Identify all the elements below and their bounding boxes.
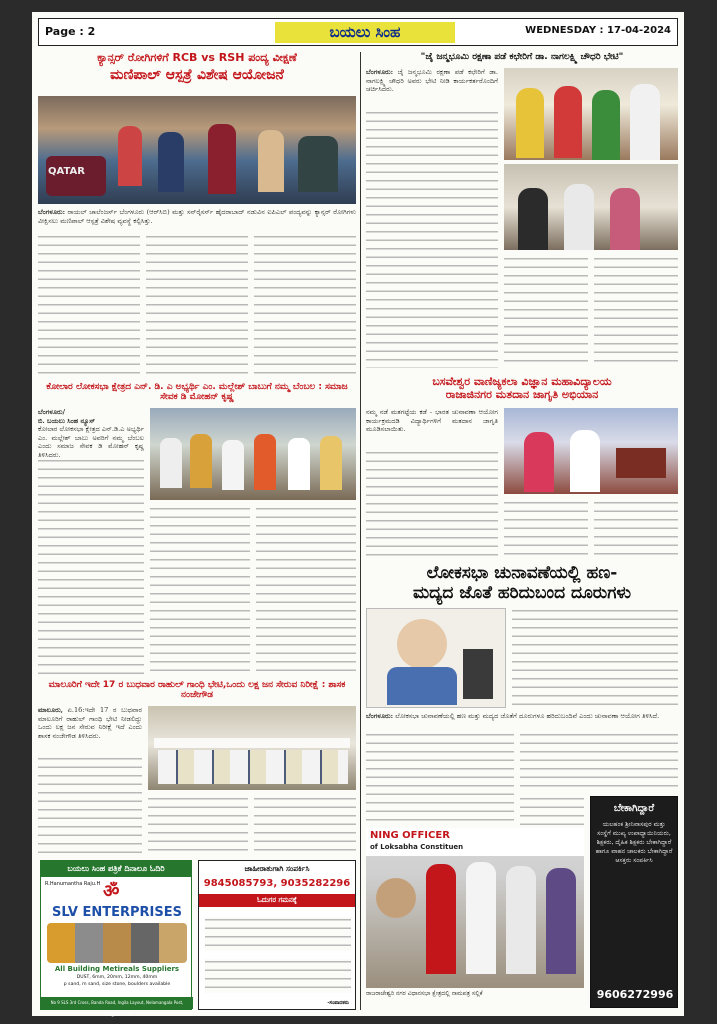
masthead <box>38 18 678 46</box>
article-body <box>38 408 144 459</box>
article-text-columns <box>594 500 678 558</box>
article-text-columns <box>38 234 140 374</box>
article-body <box>366 68 498 94</box>
photo-caption: ರಾಜರಾಜೇಶ್ವರಿ ನಗರ ವಿಧಾನಸಭಾ ಕ್ಷೇತ್ರದಲ್ಲಿ ನಾಮಪತ್ರ ಸಲ್ಲಿಕೆ <box>366 990 483 997</box>
body-text: ಏ.16:ಇದೇ 17 ರ ಬುಧವಾರ ಮಾಲೂರಿಗೆ ರಾಹುಲ್ ಗಾಂಧಿ ಭೇಟಿ ನೀಡಲಿದ್ದು ಒಂದು ಲಕ್ಷ ಜನ ಸೇರುವ ನಿರೀಕ್ಷೆ ಇದೆ ಎಂದು ಶಾಸಕ ನಂಜೇಗೌಡ ತಿಳಿಸಿದರು. <box>38 706 142 740</box>
article-body: ನಮ್ಮ ನಡೆ ಮತಗಟ್ಟೆಯ ಕಡೆ - ಭಾರತ ಚುನಾವಣಾ ಆಯೋಗ ಕಾರ್ಯಕ್ರಮದಡಿ ವಿದ್ಯಾರ್ಥಿಗಳಿಗೆ ಮತದಾನ ಜಾಗೃತಿ ಮೂಡಿಸಲಾಯಿತು. <box>366 408 498 433</box>
dateline: ಮಾಲೂರು, <box>38 706 63 714</box>
dateline: ಬೆಂಗಳೂರು/ <box>38 408 66 416</box>
visit-photo-1 <box>504 68 678 160</box>
construction-graphic <box>47 923 187 963</box>
article-text-columns <box>254 796 356 854</box>
notice-footer: -ಸಂಪಾದಕರು <box>327 1000 349 1006</box>
notice-text <box>205 959 351 993</box>
campaign-photo <box>504 408 678 494</box>
headline: ಮದ್ಯದ ಜೊತೆ ಹರಿದುಬಂದ ದೂರುಗಳು <box>412 582 632 603</box>
headline: ರಾಜಾಜಿನಗರ ಮತದಾನ ಜಾಗೃತಿ ಅಭಿಯಾನ <box>445 387 599 401</box>
article-text-columns <box>366 306 498 368</box>
dateline: ಬೆಂಗಳೂರು: <box>38 208 66 216</box>
article-text-columns <box>38 756 142 854</box>
ad-label: ಜಾಹೀರಾತುಗಾಗಿ ಸಂಪರ್ಕಿಸಿ <box>244 864 310 873</box>
article-text-columns <box>366 732 514 824</box>
notice-title: ಓದುಗರ ಗಮನಕ್ಕೆ <box>199 894 355 907</box>
article-body <box>38 706 142 740</box>
body-text: ಜೈ ಜನ್ಮಭೂಮಿ ರಕ್ಷಣಾ ಪಡೆ ಕಛೇರಿಗೆ ಡಾ. ನಾಗಲಕ್ಷ್ಮಿ ಚೌಧರಿ ಅವರು ಭೇಟಿ ನೀಡಿ ಕಾರ್ಯಕರ್ತರೊಂದಿಗೆ ಚರ್ಚಿಸಿದರು. <box>366 68 498 93</box>
article-text-columns <box>594 256 678 368</box>
newspaper-title: ಬಯಲು ಸಿಂಹ <box>275 22 455 43</box>
om-symbol: ॐ <box>103 881 120 902</box>
photo-banner-text: NING OFFICER <box>370 830 450 841</box>
body-text: ಕೋಲಾರ ಲೋಕಸಭಾ ಕ್ಷೇತ್ರದ ಎನ್.ಡಿ.ಎ ಅಭ್ಯರ್ಥಿ ಎಂ. ಮಲ್ಲೇಶ್ ಬಾಬು ಅವರಿಗೆ ನಮ್ಮ ಬೆಂಬಲ ಎಂದು ಸಮಾಜ ಸೇವಕ ಡಿ ಮೋಹನ್ ಕೃಷ್ಣ ತಿಳಿಸಿದರು. <box>38 425 144 459</box>
article-text-columns <box>504 500 588 558</box>
notice-text <box>205 917 351 951</box>
headline: ಮಣಿಪಾಲ್ ಆಸ್ಪತ್ರೆ ವಿಶೇಷ ಆಯೋಜನೆ <box>110 66 284 83</box>
story-basaveshwara <box>366 376 678 562</box>
article-text-columns <box>38 458 144 678</box>
article-text-columns <box>520 732 678 792</box>
press-meet-photo <box>148 706 356 790</box>
article-body <box>366 712 678 721</box>
photo-banner-text: of Loksabha Constituen <box>370 843 464 851</box>
ad-tagline: All Building Metireals Suppliers <box>54 965 180 973</box>
visit-photo-2 <box>504 164 678 250</box>
story-janmabhoomi <box>366 52 678 372</box>
article-text-columns <box>148 796 248 854</box>
story-manipal <box>38 52 356 380</box>
dateline: ಬೆಂಗಳೂರು: <box>366 68 394 76</box>
headline: ಕೋಲಾರ ಲೋಕಸಭಾ ಕ್ಷೇತ್ರದ ಎನ್. ಡಿ. ಎ ಅಭ್ಯರ್ಥಿ ಎಂ. ಮಲ್ಲೇಶ್ ಬಾಬುಗೆ ನಮ್ಮ ಬೆಂಬಲ : ಸಮಾಜ ಸೇವಕ ಡಿ ಮೋಹನ್ ಕೃಷ್ಣ <box>46 382 348 403</box>
ad-small-text: p sand, m sand, size stone, boulders available <box>63 982 171 987</box>
column-divider <box>360 52 361 1010</box>
article-text-columns <box>504 256 588 368</box>
wanted-phone: 9606272996 <box>596 988 674 1001</box>
headline: ಕ್ಯಾನ್ಸರ್ ರೋಗಿಗಳಿಗೆ RCB vs RSH ಪಂದ್ಯ ವೀಕ್ಷಣೆ <box>97 51 297 64</box>
ad-contact <box>198 860 356 1010</box>
photo-banner-text: QATAR <box>48 166 85 177</box>
headline: ಲೋಕಸಭಾ ಚುನಾವಣೆಯಲ್ಲಿ ಹಣ- <box>426 563 618 583</box>
story-loksabha <box>366 564 678 1010</box>
wanted-body: ಯಲಹಂಕ ಶ್ರೀನಿವಾಸಪುರ ಮತ್ತು ಸಂಸ್ಥೆಗೆ ಮುಖ್ಯ ಉಪಾಧ್ಯಾಯಿನಿಯರು, ಶಿಕ್ಷಕರು, ದೈಹಿಕ ಶಿಕ್ಷಕರು ಬೇಕಾಗಿದ್ದಾರೆ ಹಾಗೂ ವಾಹನ ಚಾಲಕರು ಬೇಕಾಗಿದ್ದಾರೆ ಆಸಕ್ತರು ಸಂಪರ್ಕಿಸಿ <box>595 821 673 864</box>
cartoon-graphic <box>366 608 506 708</box>
ad-banner: ಬಯಲು ಸಿಂಹ ಪತ್ರಿಕೆ ದಿನಾಲೂ ಓದಿರಿ <box>41 861 191 877</box>
body-text: ರಾಯಲ್ ಚಾಲೆಂಜರ್ಸ್ ಬೆಂಗಳೂರು (ಆರ್‌ಸಿಬಿ) ಮತ್ತು ಸನ್‌ರೈಸರ್ಸ್ ಹೈದರಾಬಾದ್ ನಡುವಿನ ಐಪಿಎಲ್ ಪಂದ್ಯವನ್ನು ಕ್ಯಾನ್ಸರ್ ರೋಗಿಗಳು ವೀಕ್ಷಿಸಲು ಮಣಿಪಾಲ್ ಆಸ್ಪತ್ರೆ ವಿಶೇಷ ವ್ಯವಸ್ಥೆ ಕಲ್ಪಿಸಿತ್ತು. <box>38 208 356 225</box>
ad-small-text: DUST, 6mm, 20mm, 12mm, 40mm <box>76 975 158 980</box>
brand-name: SLV ENTERPRISES <box>52 905 182 920</box>
article-text-columns <box>146 234 248 374</box>
nomination-photo <box>366 828 584 988</box>
story-kolar <box>38 382 356 682</box>
ad-wanted <box>590 796 678 1008</box>
article-body <box>38 208 356 225</box>
headline: ಬಸವೇಶ್ವರ ವಾಣಿಜ್ಯಕಲಾ ವಿಜ್ಞಾನ ಮಹಾವಿದ್ಯಾಲಯ <box>432 375 612 388</box>
newspaper-page <box>32 12 684 1016</box>
story-malur <box>38 680 356 858</box>
ad-phone: 9845085793, 9035282296 <box>203 878 351 889</box>
dateline: ಬೆಂಗಳೂರು: <box>366 712 394 720</box>
wanted-title: ಬೇಕಾಗಿದ್ದಾರೆ <box>613 803 655 814</box>
meeting-photo <box>150 408 356 500</box>
article-text-columns <box>256 506 356 678</box>
page-number: Page : 2 <box>45 25 96 38</box>
article-text-columns <box>366 450 498 558</box>
body-text: ಲೋಕಸಭಾ ಚುನಾವಣೆಯಲ್ಲಿ ಹಣ ಮತ್ತು ಮದ್ಯದ ಜೊತೆಗೆ ದೂರುಗಳೂ ಹರಿದುಬಂದಿವೆ ಎಂದು ಚುನಾವಣಾ ಆಯೋಗ ತಿಳಿಸಿದೆ. <box>395 712 660 720</box>
contact-label: R.Hanumantha Raju.H <box>45 881 101 887</box>
ad-slv-enterprises <box>40 860 192 1017</box>
stadium-photo <box>38 96 356 204</box>
ad-address: No 9 SLS 3rd Cross, Banda Road, Ingila Layout, Nelamangala Post, Bengaluru-40 <box>41 997 193 1009</box>
article-text-columns <box>150 506 250 678</box>
headline: ಮಾಲೂರಿಗೆ ಇದೇ 17 ರ ಬುಧವಾರ ರಾಹುಲ್ ಗಾಂಧಿ ಭೇಟಿ,ಒಂದು ಲಕ್ಷ ಜನ ಸೇರುವ ನಿರೀಕ್ಷೆ : ಶಾಸಕ ನಂಜೇಗೌಡ <box>48 680 346 701</box>
byline: ಬಿ. ಬಯಲು ಸಿಂಹ ನ್ಯೂಸ್ <box>38 416 95 425</box>
issue-date: WEDNESDAY : 17-04-2024 <box>525 25 671 36</box>
article-text-columns <box>366 110 498 302</box>
article-text-columns <box>512 608 678 708</box>
article-text-columns <box>254 234 356 374</box>
headline: "ಜೈ ಜನ್ಮಭೂಮಿ ರಕ್ಷಣಾ ಪಡೆ ಕಛೇರಿಗೆ ಡಾ. ನಾಗಲಕ್ಷ್ಮಿ ಚೌಧರಿ ಭೇಟಿ" <box>420 52 624 62</box>
